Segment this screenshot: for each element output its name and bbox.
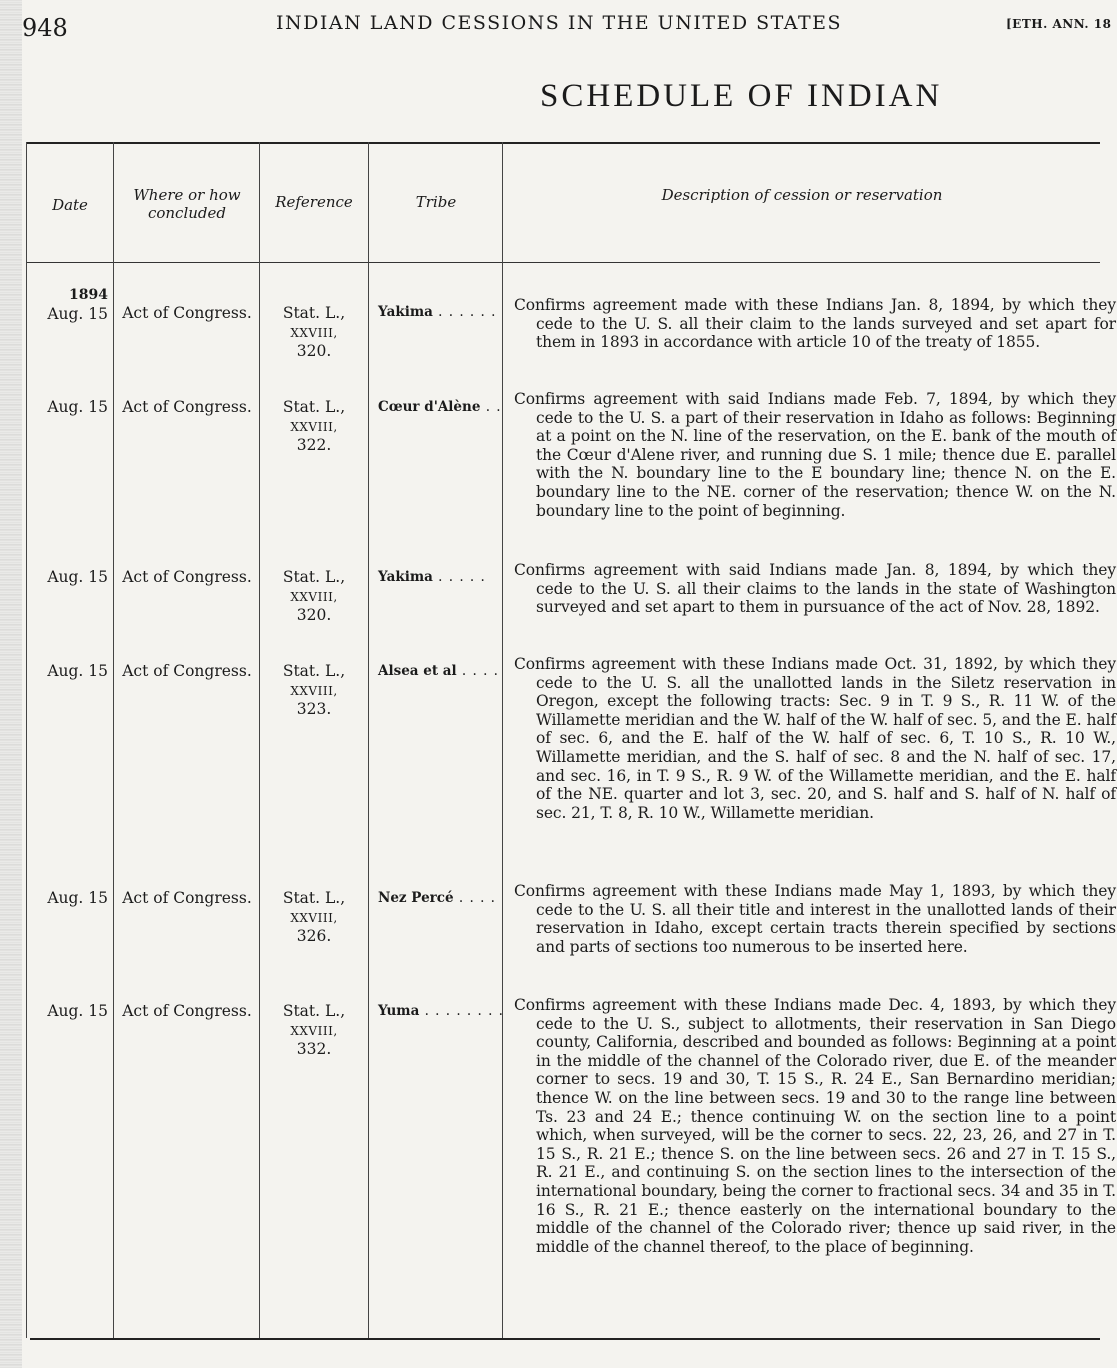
row-date: Aug. 15 bbox=[47, 1002, 108, 1020]
row-description: Confirms agreement with these Indians made Oct. 31, 1892, by which they cede to the U. S. all the unallotted lands in the Siletz reservation in Oregon, except the following tracts: Sec. 9 in T. 9 S., R. 11 W. of the Willamette meridian and the W. half of the W. half of sec. 5, and the E. half of sec. 6, and the E. half of the W. half of sec. 6, T. 10 S., R. 10 W., Willamette meridian, and the S. half of sec. 8 and the N. half of sec. 17, and sec. 16, in T. 9 S., R. 9 W. of the Willamette meridian, and the E. half of the NE. quarter and lot 3, sec. 20, and S. half and S. half of N. half of sec. 21, T. 8, R. 10 W., Willamette meridian. bbox=[514, 655, 1116, 822]
row-date: Aug. 15 bbox=[47, 662, 108, 680]
table-header-rule bbox=[26, 262, 1100, 263]
ref-page: 332. bbox=[296, 1040, 332, 1059]
ref-volume: XXVIII, bbox=[290, 589, 338, 604]
row-where: Act of Congress. bbox=[122, 398, 252, 416]
column-header-description: Description of cession or reservation bbox=[661, 186, 943, 204]
row-where: Act of Congress. bbox=[122, 662, 252, 680]
column-divider bbox=[259, 142, 260, 1338]
ref-volume: XXVIII, bbox=[290, 325, 338, 340]
ref-line: Stat. L., bbox=[282, 568, 346, 586]
row-tribe: Yakima . . . . . bbox=[378, 569, 486, 585]
ref-page: 320. bbox=[296, 342, 332, 361]
ref-line: Stat. L., bbox=[282, 304, 346, 322]
column-header-reference: Reference bbox=[275, 193, 353, 211]
ref-volume: XXVIII, bbox=[290, 419, 338, 434]
row-tribe: Yuma . . . . . . . . bbox=[378, 1003, 504, 1019]
tribe-name: Yuma bbox=[378, 1003, 420, 1019]
row-date: Aug. 15 bbox=[47, 568, 108, 586]
ref-page: 326. bbox=[296, 927, 332, 946]
ref-volume: XXVIII, bbox=[290, 1023, 338, 1038]
row-year: 1894 bbox=[69, 287, 108, 303]
row-reference bbox=[266, 889, 362, 946]
running-right-label: [ETH. ANN. 18 bbox=[1006, 17, 1112, 31]
row-description: Confirms agreement with said Indians made Jan. 8, 1894, by which they cede to the U. S. all their claims to the lands in the state of Washington surveyed and set apart to them in pursuance of the act of Nov. 28, 1892. bbox=[514, 561, 1116, 617]
row-date-text: Aug. 15 bbox=[47, 304, 108, 323]
ref-line: Stat. L., bbox=[282, 662, 346, 680]
row-where: Act of Congress. bbox=[122, 304, 252, 322]
tribe-name: Cœur d'Alène bbox=[378, 399, 481, 415]
column-divider bbox=[113, 142, 114, 1338]
table-bottom-rule bbox=[30, 1338, 1100, 1340]
row-date bbox=[28, 286, 108, 323]
row-reference bbox=[266, 304, 362, 361]
tribe-name: Nez Percé bbox=[378, 890, 454, 906]
column-divider bbox=[26, 142, 27, 1338]
row-description: Confirms agreement with said Indians made Feb. 7, 1894, by which they cede to the U. S. a part of their reservation in Idaho as follows: Beginning at a point on the N. line of the reservation, on the E. bank of the mouth of the Cœur d'Alene river, and running due S. 1 mile; thence due E. parallel with the N. boundary line to the E boundary line; thence N. on the E. boundary line to the NE. corner of the reservation; thence W. on the N. boundary line to the point of beginning. bbox=[514, 390, 1116, 520]
row-description: Confirms agreement with these Indians made Dec. 4, 1893, by which they cede to the U. S., subject to allotments, their reservation in San Diego county, California, described and bounded as follows: Beginning at a point in the middle of the channel of the Colorado river, due E. of the meander corner to secs. 19 and 30, T. 15 S., R. 24 E., San Bernardino meridian; thence W. on the line between secs. 19 and 30 to the range line between Ts. 23 and 24 E.; thence continuing W. on the section line to a point which, when surveyed, will be the corner to secs. 22, 23, 26, and 27 in T. 15 S., R. 21 E.; thence S. on the line between secs. 26 and 27 in T. 15 S., R. 21 E., and continuing S. on the section lines to the intersection of the international boundary, being the corner to fractional secs. 34 and 35 in T. 16 S., R. 21 E.; thence easterly on the international boundary to the middle of the channel of the Colorado river; thence up said river, in the middle of the channel thereof, to the place of beginning. bbox=[514, 996, 1116, 1256]
row-description: Confirms agreement with these Indians made May 1, 1893, by which they cede to the U. S. all their title and interest in the unallotted lands of their reservation in Idaho, except certain tracts therein specified by sections and parts of sections too numerous to be inserted here. bbox=[514, 882, 1116, 956]
ref-volume: XXVIII, bbox=[290, 910, 338, 925]
column-divider bbox=[368, 142, 369, 1338]
ref-page: 323. bbox=[296, 700, 332, 719]
row-where: Act of Congress. bbox=[122, 889, 252, 907]
ref-volume: XXVIII, bbox=[290, 683, 338, 698]
column-header-tribe: Tribe bbox=[415, 193, 457, 211]
page-number: 948 bbox=[22, 14, 68, 42]
tribe-name: Yakima bbox=[378, 569, 433, 585]
tribe-name: Yakima bbox=[378, 304, 433, 320]
scan-edge bbox=[0, 0, 22, 1368]
row-tribe: Alsea et al . . . . bbox=[378, 663, 499, 679]
table-top-rule bbox=[26, 142, 1100, 144]
row-tribe: Cœur d'Alène . . bbox=[378, 399, 502, 415]
row-date: Aug. 15 bbox=[47, 398, 108, 416]
row-date: Aug. 15 bbox=[47, 889, 108, 907]
row-tribe: Nez Percé . . . . bbox=[378, 890, 496, 906]
ref-page: 322. bbox=[296, 436, 332, 455]
ref-line: Stat. L., bbox=[282, 889, 346, 907]
column-header-where: Where or how concluded bbox=[133, 186, 241, 222]
tribe-name: Alsea et al bbox=[378, 663, 457, 679]
ref-page: 320. bbox=[296, 606, 332, 625]
ref-line: Stat. L., bbox=[282, 398, 346, 416]
ref-line: Stat. L., bbox=[282, 1002, 346, 1020]
row-reference bbox=[266, 568, 362, 625]
row-reference bbox=[266, 1002, 362, 1059]
row-description: Confirms agreement made with these Indians Jan. 8, 1894, by which they cede to the U. S. all their claim to the lands surveyed and set apart for them in 1893 in accordance with article 10 of the treaty of 1855. bbox=[514, 296, 1116, 352]
row-where: Act of Congress. bbox=[122, 1002, 252, 1020]
column-divider bbox=[502, 142, 503, 1338]
row-tribe: Yakima . . . . . . bbox=[378, 304, 497, 320]
schedule-title: SCHEDULE OF INDIAN bbox=[540, 78, 943, 114]
row-reference bbox=[266, 398, 362, 455]
running-title: INDIAN LAND CESSIONS IN THE UNITED STATES bbox=[276, 12, 843, 34]
row-where: Act of Congress. bbox=[122, 568, 252, 586]
column-header-date: Date bbox=[52, 196, 88, 214]
row-reference bbox=[266, 662, 362, 719]
